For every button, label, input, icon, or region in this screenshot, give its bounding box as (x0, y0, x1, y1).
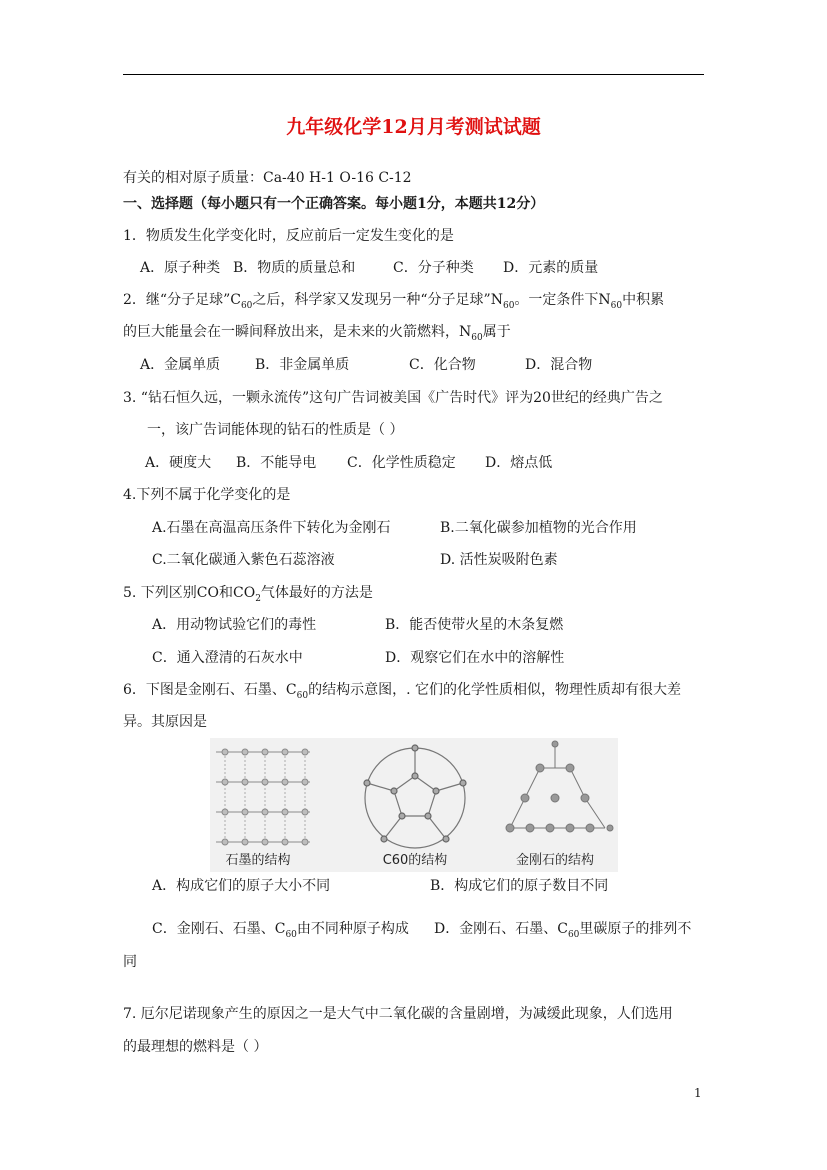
option-c: C．化学性质稳定 (347, 455, 456, 471)
question-2-line-1: 2．继“分子足球$”C_{60}$之后，科学家又发现另一种“分子足球$”N_{60}$。一定条件下$N_{60}$中积累 (123, 292, 665, 311)
option-b: B．不能导电 (236, 455, 317, 471)
question-6-line-1: 6．下图是金刚石、石墨、$C_{60}$的结构示意图，. 它们的化学性质相似，物理性质却有很大差 (123, 682, 681, 701)
option-c: C．金刚石、石墨、$C_{60}$由不同种原子构成 (152, 921, 409, 940)
question-1-stem: 1．物质发生化学变化时，反应前后一定发生变化的是 (123, 228, 454, 244)
carbon-structures-figure (210, 738, 618, 872)
option-d: D．混合物 (525, 357, 593, 373)
question-2-line-2: 的巨大能量会在一瞬间释放出来，是未来的火箭燃料，$N_{60}$属于 (123, 324, 511, 343)
question-4-stem: 4.下列不属于化学变化的是 (123, 487, 291, 503)
option-d: D．元素的质量 (503, 260, 599, 276)
page-title: 九年级化学12月月考测试试题 (286, 116, 541, 138)
option-d: D．金刚石、石墨、$C_{60}$里碳原子的排列不 (434, 921, 692, 940)
option-d-continuation: 同 (123, 954, 137, 970)
option-b: B．构成它们的原子数目不同 (430, 878, 609, 894)
atomic-masses: 有关的相对原子质量：Ca-40 H-1 O-16 C-12 (123, 170, 412, 186)
option-a: A.石墨在高温高压条件下转化为金刚石 (152, 520, 391, 536)
header-rule (123, 74, 704, 75)
c60-label: C60的结构 (382, 853, 448, 868)
question-5-stem: 5. 下列区别CO和$CO_2$气体最好的方法是 (123, 585, 373, 604)
question-7-line-1: 7. 厄尔尼诺现象产生的原因之一是大气中二氧化碳的含量剧增，为减缓此现象，人们选用 (123, 1006, 673, 1022)
option-a: A．原子种类 (140, 260, 221, 276)
option-c: C．分子种类 (393, 260, 474, 276)
option-c: C.二氧化碳通入紫色石蕊溶液 (152, 552, 335, 568)
option-b: B．能否使带火星的木条复燃 (385, 617, 564, 633)
diamond-label: 金刚石的结构 (515, 853, 595, 868)
question-6-line-2: 异。其原因是 (123, 714, 207, 730)
option-a: A．硬度大 (145, 455, 212, 471)
diamond-structure-drawing (506, 741, 613, 832)
graphite-structure-drawing (216, 749, 310, 845)
option-b: B．物质的质量总和 (233, 260, 356, 276)
option-c: C．化合物 (409, 357, 476, 373)
option-d: D．观察它们在水中的溶解性 (385, 650, 565, 666)
page-number: 1 (694, 1086, 702, 1100)
question-7-line-2: 的最理想的燃料是（ ） (123, 1039, 268, 1055)
option-c: C．通入澄清的石灰水中 (152, 650, 303, 666)
option-a: A．构成它们的原子大小不同 (152, 878, 331, 894)
c60-structure-drawing (364, 745, 466, 848)
graphite-label: 石墨的结构 (225, 853, 291, 868)
section-heading: 一、选择题（每小题只有一个正确答案。每小题1分，本题共12分） (123, 196, 545, 212)
option-a: A．金属单质 (140, 357, 221, 373)
question-3-line-2: 一，该广告词能体现的钻石的性质是（ ） (147, 422, 404, 438)
option-d: D. 活性炭吸附色素 (440, 552, 558, 568)
option-b: B．非金属单质 (255, 357, 350, 373)
option-b: B.二氧化碳参加植物的光合作用 (440, 520, 637, 536)
option-a: A．用动物试验它们的毒性 (152, 617, 317, 633)
question-3-line-1: 3. “钻石恒久远，一颗永流传”这句广告词被美国《广告时代》评为20世纪的经典广告之 (123, 390, 663, 406)
option-d: D．熔点低 (485, 455, 553, 471)
